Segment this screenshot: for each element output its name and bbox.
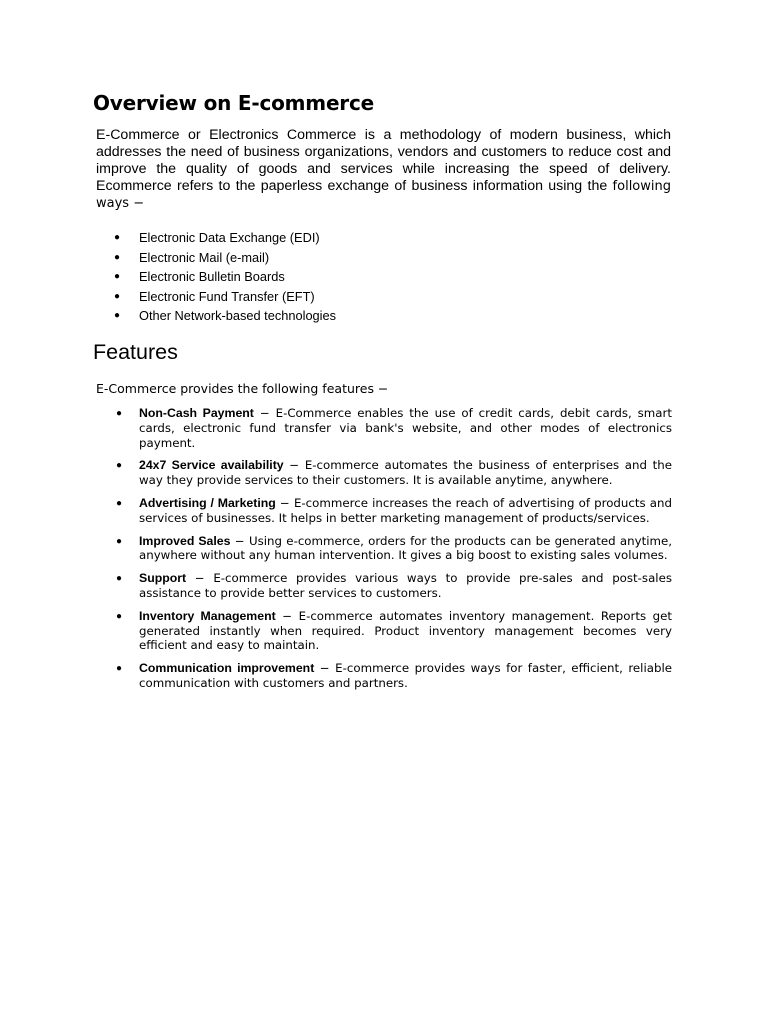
way-label: Electronic Mail (e-mail) [139, 249, 270, 265]
features-heading: Features [93, 340, 178, 364]
feature-name: Communication improvement [139, 661, 315, 676]
feature-item [116, 661, 672, 691]
feature-name: Advertising / Marketing [139, 495, 276, 510]
bullet-icon: ● [116, 535, 123, 547]
bullet-icon: ● [114, 271, 121, 283]
way-label: Other Network-based technologies [139, 308, 337, 324]
feature-item [116, 609, 672, 653]
way-label: Electronic Fund Transfer (EFT) [139, 288, 315, 304]
bullet-icon: ● [116, 460, 123, 472]
feature-name: 24x7 Service availability [139, 458, 284, 473]
feature-item [116, 496, 672, 526]
feature-description: − E-Commerce enables the use of credit cards, debit cards, smart cards, electronic fund transfer via bank's website, and other modes of electronics payment. [139, 406, 672, 450]
list-item [112, 306, 672, 326]
bullet-icon: ● [114, 290, 121, 302]
bullet-icon: ● [116, 497, 123, 509]
feature-name: Improved Sales [139, 533, 231, 548]
feature-description: − E-commerce automates inventory management. Reports get generated instantly when required. Product inventory management becomes very efficient and easy to maintain. [139, 608, 672, 653]
bullet-icon: ● [114, 251, 121, 263]
features-list [116, 406, 672, 699]
list-item [112, 228, 672, 248]
bullet-icon: ● [116, 663, 123, 675]
feature-description: − E-commerce increases the reach of advertising of products and services of businesses. It helps in better marketing management of products/services. [139, 495, 672, 525]
feature-description: − E-commerce provides ways for faster, efficient, reliable communication with customers and partners. [139, 661, 672, 690]
features-intro: E-Commerce provides the following features − [96, 381, 389, 396]
list-item [112, 267, 672, 287]
page-title: Overview on E-commerce [93, 91, 374, 115]
way-label: Electronic Data Exchange (EDI) [139, 230, 320, 245]
feature-description: − E-commerce provides various ways to provide pre-sales and post-sales assistance to provide better services to customers. [139, 571, 672, 600]
list-item [112, 287, 672, 307]
intro-tail: following ways − [96, 179, 671, 211]
bullet-icon: ● [116, 610, 123, 622]
feature-item [116, 406, 672, 450]
list-item [112, 248, 672, 268]
feature-name: Non-Cash Payment [139, 406, 254, 420]
bullet-icon: ● [114, 232, 121, 243]
bullet-icon: ● [116, 408, 123, 419]
intro-paragraph [96, 127, 671, 212]
feature-description: − E-commerce automates the business of enterprises and the way they provide services to their customers. It is available anytime, anywhere. [139, 458, 672, 488]
feature-description: − Using e-commerce, orders for the products can be generated anytime, anywhere without any human intervention. It gives a big boost to existing sales volumes. [139, 533, 672, 563]
bullet-icon: ● [114, 310, 121, 322]
feature-item [116, 571, 672, 601]
feature-item [116, 534, 672, 564]
feature-name: Support [139, 571, 187, 586]
way-label: Electronic Bulletin Boards [139, 269, 285, 285]
bullet-icon: ● [116, 573, 123, 585]
feature-item [116, 458, 672, 488]
feature-name: Inventory Management [139, 608, 276, 623]
ways-list [112, 228, 672, 326]
intro-text: E-Commerce or Electronics Commerce is a methodology of modern business, which addresses the need of business organizations, vendors and customers to reduce cost and improve the quality of goods and services while increasing the speed of delivery. Ecommerce refers to the paperless exchange of business information using the [96, 127, 671, 194]
